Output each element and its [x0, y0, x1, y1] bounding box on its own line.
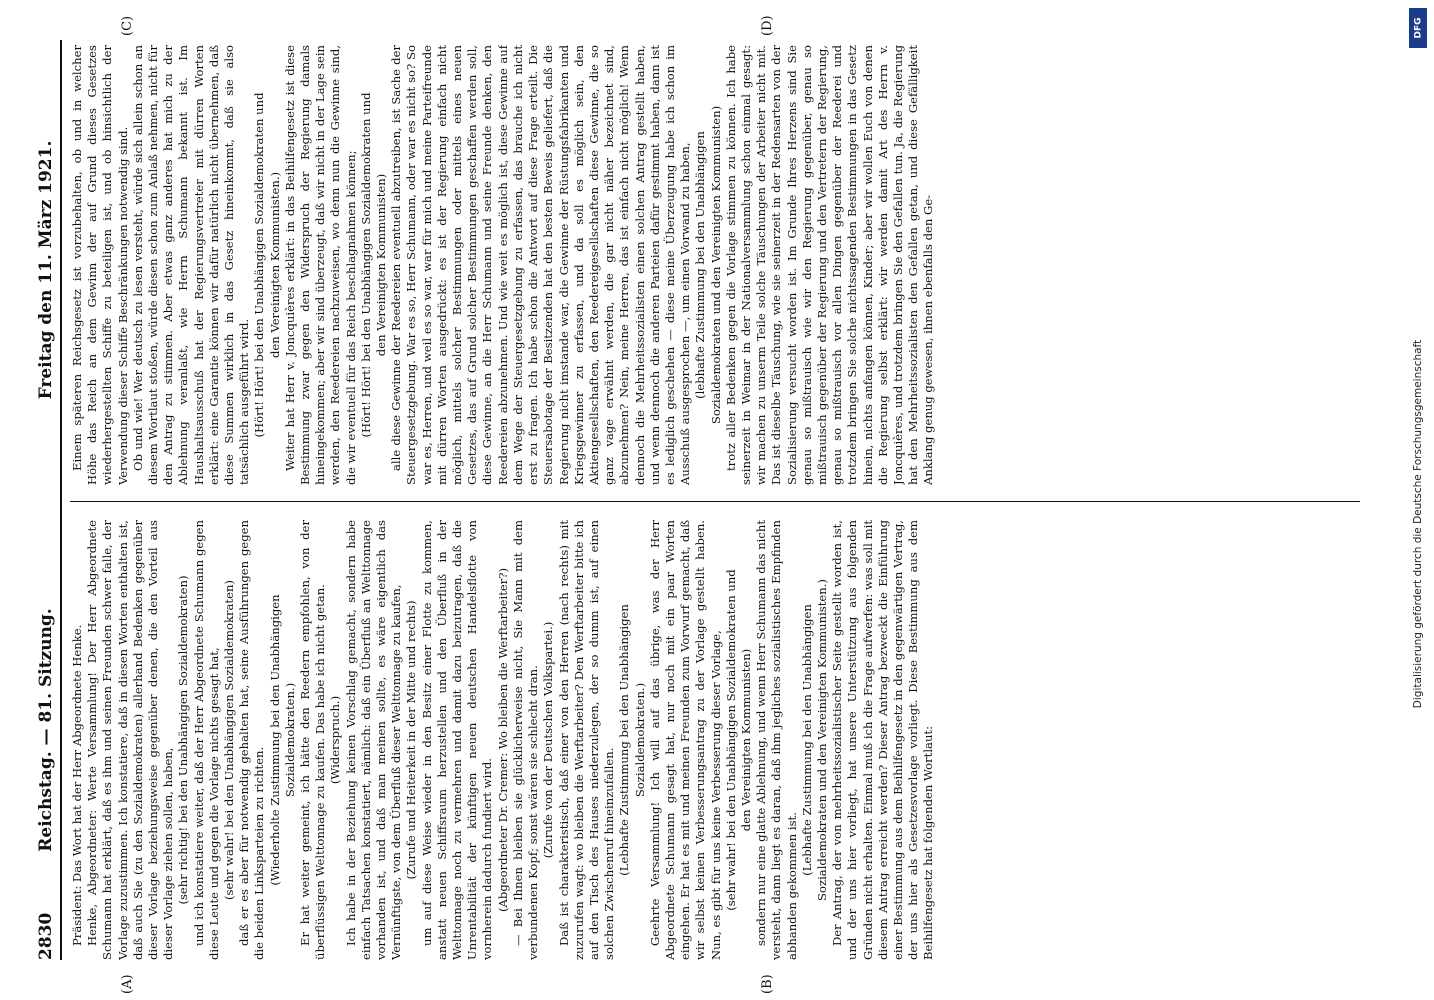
right-page-header	[30, 40, 60, 500]
interjection: (Zurufe und Heiterkeit in der Mitte und rechts)	[404, 600, 419, 880]
text-column-right	[70, 45, 1360, 485]
paragraph: Präsident: Das Wort hat der Herr Abgeordnete Henke.	[70, 624, 84, 946]
margin-marker-c: (C)	[120, 15, 135, 36]
session-date: Freitag den 11. März 1921.	[36, 140, 56, 400]
interjection: (Lebhafte Zustimmung bei den Unabhängigen Sozialdemokraten und den Vereinigten Kommunisten.)	[799, 579, 829, 901]
paragraph: Einem späteren Reichsgesetz ist vorzubehalten, ob und in welcher Höhe das Reich an dem Gewinn der auf Grund dieses Gesetzes wiederhergestellten Schiffe zu beteiligen ist, und ob hinsichtlich der Verwendung dieser Schiffe Beschränkungen notwendig sind.	[70, 45, 130, 485]
interjection: (Wiederholte Zustimmung bei den Unabhängigen Sozialdemokraten.)	[267, 594, 297, 886]
interjection: (sehr wahr! bei den Unabhängigen Sozialdemokraten und den Vereinigten Kommunisten)	[723, 569, 753, 911]
paragraph: Der Antrag, der von mehrheitssozialistischer Seite gestellt worden ist, und der uns hier vorliegt, hat unsere Unterstützung aus folgenden Gründen nicht erhalten. Einmal muß ich die Frage aufwerfen: was soll mit diesem Antrag erreicht werden? Dieser Antrag bezweckt die Einführung einer Bestimmung aus dem Beihilfengesetz in den gegenwärtigen Vertrag, der uns hier als Gesetzesvorlage vorliegt. Diese Bestimmung aus dem Beihilfengesetz hat folgenden Wortlaut:	[830, 520, 936, 960]
dfg-logo: DFG	[1409, 8, 1427, 48]
paragraph: Daß ist charakteristisch, daß einer von den Herren (nach rechts) mit zuzurufen wagt: wo bleiben die Werftarbeiter? Den Werftarbeiter bitte ich auf den Tisch des Hauses niederzulegen, der so dumm ist, auf einen solchen Zwischenruf hineinzufallen.	[556, 520, 617, 960]
page-header	[30, 40, 62, 960]
paragraph: trotz aller Bedenken gegen die Vorlage stimmen zu können. Ich habe seinerzeit in Weimar in der Nationalversammlung schon einmal gesagt: wir machen zu unserm Teile solche Täuschungen der Arbeiter nicht mit. Das ist dieselbe Täuschung, wie sie seinerzeit in der Redensarten von der Sozialisierung versucht worden ist. Im Grunde Ihres Herzens sind Sie genau so mißtrauisch wie wir den Regierung gegenüber, genau so mißtrauisch gegenüber der Regierung und den Vertretern der Regierung, genau so mißtrauisch vor allen Dingen gegenüber der Reederei und trotzdem bringen Sie solche nichtssagenden Bestimmungen in das Gesetz hinein, nichts anfangen können, Kinder; aber wir wollen Euch von denen die Regierung selbst erklärt: wir werden damit Art des Herrn v. Joncquières, und trotzdem bringen Sie den Gefallen tun. Ja, die Regierung hat den Mehrheitssozialisten den Gefallen getan, und diese Gefälligkeit Anklang genug gewesen, ihnen ebenfalls den Ge-	[723, 45, 936, 485]
credit-text-box	[1405, 54, 1431, 994]
margin-marker-a: (A)	[120, 974, 135, 994]
column-divider	[70, 501, 1360, 502]
paragraph: Geehrte Versammlung! Ich will auf das übrige, was der Herr Abgeordnete Schumann gesagt hat, nur noch mit ein paar Worten eingehen. Er hat es mit und meinen Freunden zum Vorwurf gemacht, daß wir selbst keinen Verbesserungsantrag zu der Vorlage gestellt haben. Nun, es gibt für uns keine Verbesserung dieser Vorlage,	[647, 520, 723, 960]
paragraph: um auf diese Weise wieder in den Besitz einer Flotte zu kommen, anstatt neuen Schiffsraum herzustellen und den Überfluß in der Welttonnage noch zu vermehren und damit dazu beizutragen, daß die Unrentabilität der künftigen neuen deutschen Handelsflotte von vornherein dadurch fundiert wird.	[419, 520, 495, 960]
text-column-left	[70, 520, 1360, 960]
interjection: (sehr richtig! bei den Unabhängigen Sozialdemokraten)	[176, 575, 191, 905]
interjection: (Abgeordneter Dr. Cremer: Wo bleiben die Werftarbeiter?)	[495, 568, 510, 912]
left-page-header	[30, 500, 60, 960]
interjection: (Hört! Hört! bei den Unabhängigen Sozialdemokraten und den Vereinigten Kommunisten.)	[252, 92, 282, 438]
paragraph: daß er es aber für notwendig gehalten hat, seine Ausführungen gegen die beiden Linksparteien zu richten.	[237, 520, 267, 960]
interjection: (Lebhafte Zustimmung bei den Unabhängigen Sozialdemokraten.)	[617, 604, 647, 876]
digitization-credit-strip	[1401, 0, 1434, 1000]
paragraph: alle diese Gewinne der Reedereien eventuell abzutreiben, ist Sache der Steuergesetzgebung. War es so, Herr Schumann, oder war es nicht so? So war es, Herren, und weil es so war, war für mich und meine Parteifreunde mit dürren Worten ausgedrückt: es ist der Regierung einfach nicht möglich, mittels solcher Bestimmungen oder mittels eines neuen Gesetzes, das auf Grund solcher Bestimmungen geschaffen werden soll, diese Gewinne, an die Herr Schumann und seine Freunde denken, den Reedereien abzunehmen. Und wie weit es möglich ist, diese Gewinne auf dem Wege der Steuergesetzgebung zu erfassen, das brauche ich nicht erst zu fragen. Ich habe schon die Antwort auf diese Frage erteilt. Die Steuersabotage der Besitzenden hat den besten Beweis geliefert, daß die Regierung nicht imstande war, die Gewinne der Rüstungsfabrikanten und Kriegsgewinner zu erfassen, und da soll es möglich sein, den Aktiengesellschaften, den Reedereigesellschaften diese Gewinne, die so ganz vage erwähnt werden, die gar nicht näher bezeichnet sind, abzunehmen? Nein, meine Herren, das ist einfach nicht möglich! Wenn dennoch die Mehrheitssozialisten einen solchen Antrag gestellt haben, und wenn dennoch die anderen Parteien dafür gestimmt haben, dann ist es lediglich geschehen — diese meine Überzeugung habe ich schon im Ausschuß ausgesprochen —, um einen Vorwand zu haben,	[389, 45, 693, 485]
interjection: (Zurufe von der Deutschen Volkspartei.)	[541, 621, 556, 859]
margin-marker-b: (B)	[760, 974, 775, 994]
paragraph: und ich konstatiere weiter, daß der Herr Abgeordnete Schumann gegen diese Leute und gegen die Vorlage nichts gesagt hat,	[191, 520, 221, 960]
interjection: (lebhafte Zustimmung bei den Unabhängigen Sozialdemokraten und den Vereinigten Kommunisten)	[693, 105, 723, 425]
paragraph: Weiter hat Herr v. Joncquières erklärt: in das Beihilfengesetz ist diese Bestimmung zwar gegen den Widerspruch der Regierung damals hineingekommen; aber wir sind überzeugt, daß wir nicht in der Lage sein werden, den Reedereien nachzuweisen, wo denn nun die Gewinne sind, die wir eventuell für das Reich beschlagnahmen können;	[282, 45, 358, 485]
interjection: (Widerspruch.)	[328, 695, 343, 785]
session-title: Reichstag. — 81. Sitzung.	[36, 608, 56, 852]
paragraph: Henke, Abgeordneter: Werte Versammlung! Der Herr Abgeordnete Schumann hat erklärt, daß es ihm und seinen Freunden schwer falle, der Vorlage zuzustimmen. Ich konstatiere, daß in diesen Worten enthalten ist, daß auch Sie (zu den Sozialdemokraten) allerhand Bedenken gegenüber dieser Vorlage beziehungsweise gegenüber denen, die den Vorteil aus dieser Vorlage ziehen sollen, haben,	[85, 520, 176, 960]
interjection: (Hört! Hört! bei den Unabhängigen Sozialdemokraten und den Vereinigten Kommunisten)	[358, 92, 389, 438]
page-number: 2830	[36, 912, 56, 960]
interjection: (sehr wahr! bei den Unabhängigen Sozialdemokraten)	[222, 580, 237, 900]
paragraph: Ich habe in der Beziehung keinen Vorschlag gemacht, sondern habe einfach Tatsachen konstatiert, nämlich: daß ein Überfluß an Welttonnage vorhanden ist, und daß man meinen sollte, es wäre eigentlich das Vernünftigste, von dem Überfluß dieser Welttonnage zu kaufen,	[343, 520, 404, 960]
paragraph: Er hat weiter gemeint, ich hätte den Reedern empfohlen, von der überflüssigen Welttonnage zu kaufen. Das habe ich nicht getan.	[298, 520, 328, 960]
paragraph: sondern nur eine glatte Ablehnung, und wenn Herr Schumann das nicht versteht, dann liegt es daran, daß ihm jegliches sozialistisches Empfinden abhanden gekommen ist.	[754, 520, 799, 960]
credit-text: Digitalisierung gefördert durch die Deutsche Forschungsgemeinschaft	[1412, 339, 1424, 709]
paragraph: — Bei Ihnen bleiben sie glücklicherweise nicht, Sie Mann mit dem verbundenen Kopf; sonst wären sie schlecht dran.	[510, 520, 541, 960]
margin-marker-d: (D)	[760, 15, 775, 36]
paragraph: Ob und wie! Wer deutsch zu lesen versteht, würde sich allein schon an diesem Wortlaut stoßen, würde diesen schon zum Anlaß nehmen, nicht für den Antrag zu stimmen. Aber etwas ganz anderes hat mich zu der Ablehnung veranlaßt, wie Herrn Schumann bekannt ist. Im Haushaltsausschuß hat der Regierungsvertreter mit dürren Worten erklärt: eine Garantie können wir dafür natürlich nicht übernehmen, daß diese Summen wirklich in das Gesetz hineinkommt, daß sie also tatsächlich ausgeführt wird.	[130, 45, 252, 485]
